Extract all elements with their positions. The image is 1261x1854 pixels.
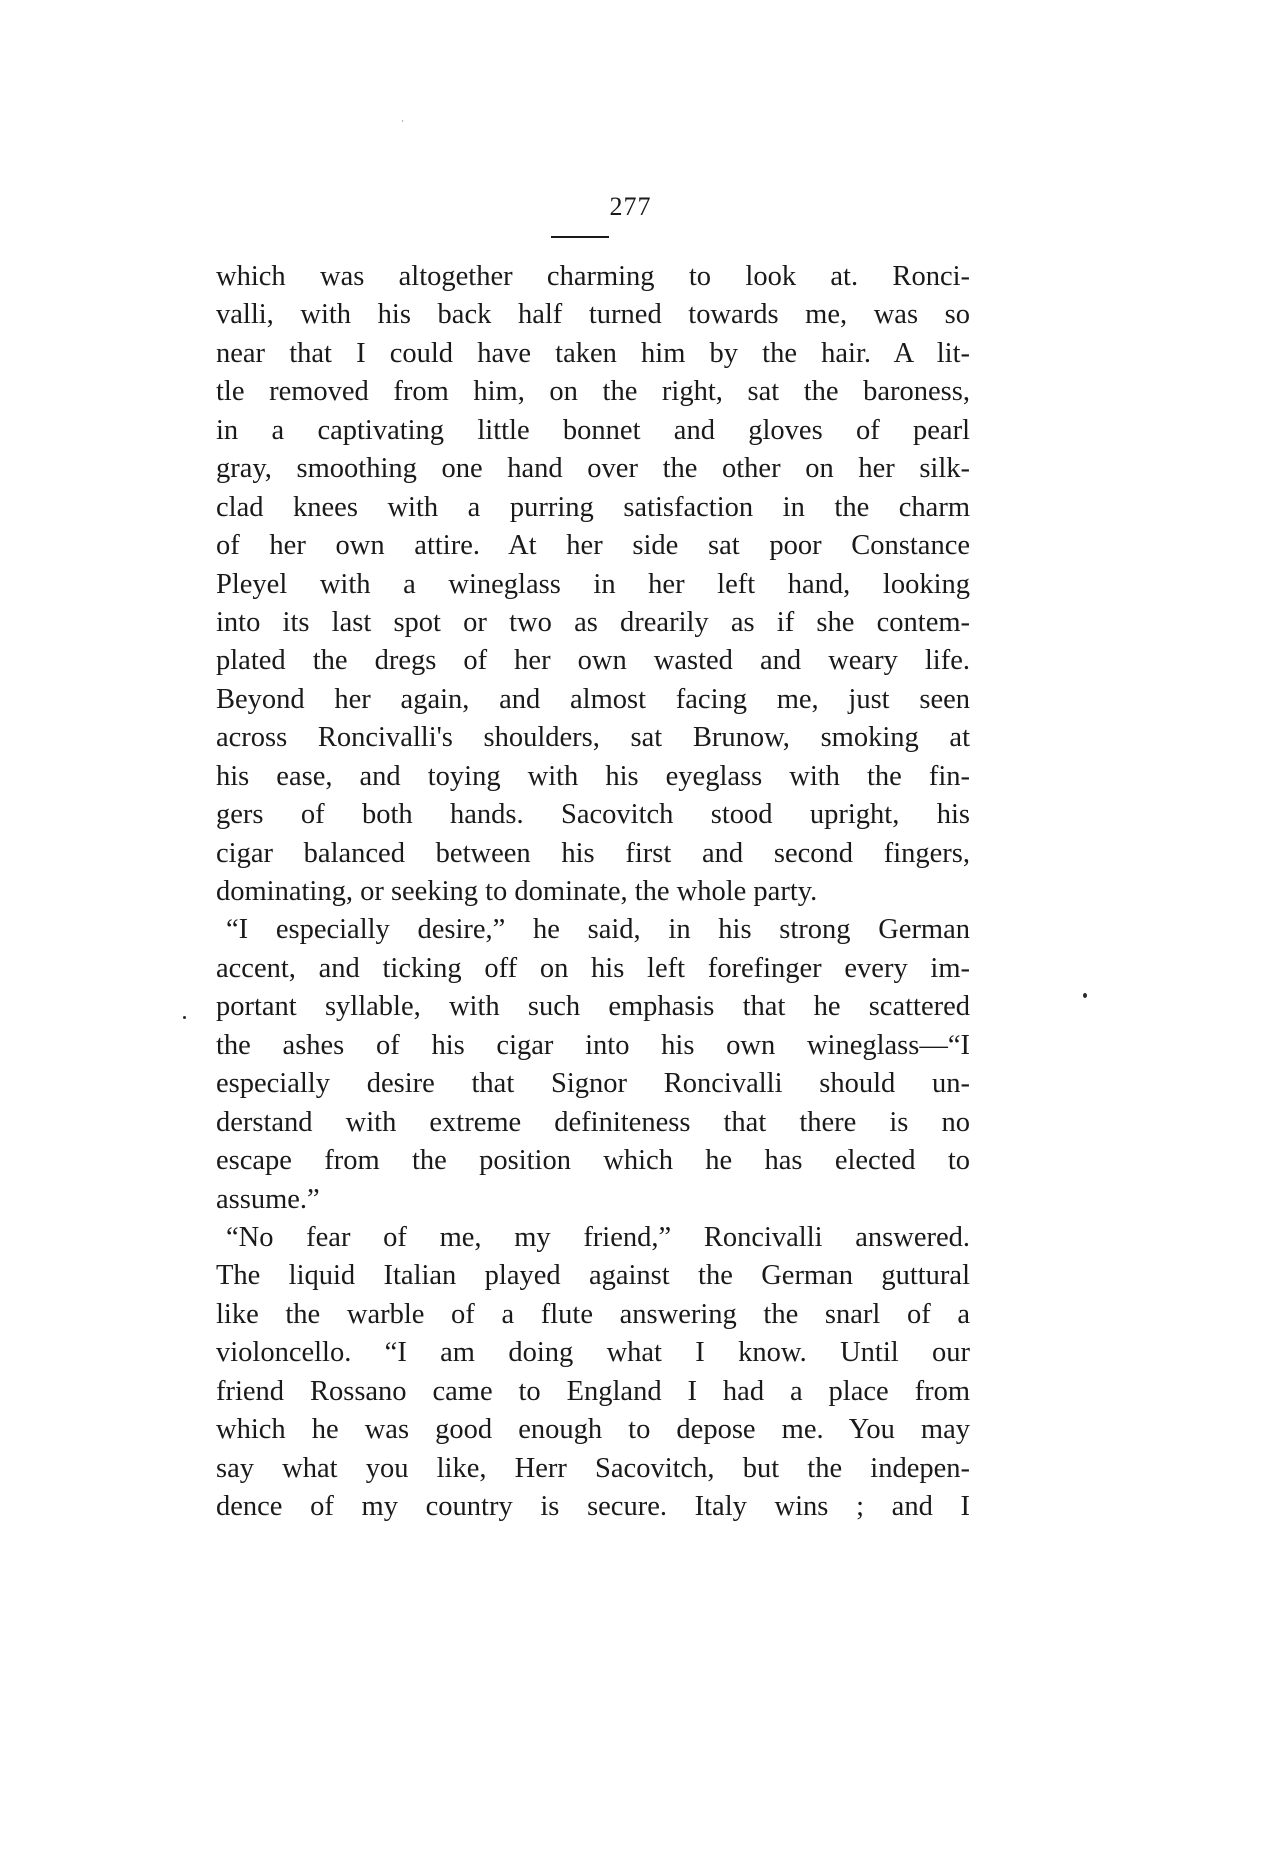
text-line: the ashes of his cigar into his own wineglass—“I [216, 1029, 970, 1061]
text-line: escape from the position which he has elected to [216, 1145, 970, 1177]
text-line: violoncello. “I am doing what I know. Until our [216, 1337, 970, 1369]
body-text [216, 258, 970, 1526]
text-line: especially desire that Signor Roncivalli should un- [216, 1068, 970, 1100]
text-line: tle removed from him, on the right, sat the baroness, [216, 376, 970, 408]
text-line: dence of my country is secure. Italy wins ; and I [216, 1491, 970, 1522]
text-line: “No fear of me, my friend,” Roncivalli answered. [226, 1221, 970, 1253]
text-line: derstand with extreme definiteness that there is no [216, 1106, 970, 1138]
text-line: which he was good enough to depose me. You may [216, 1414, 970, 1446]
text-line: The liquid Italian played against the German guttural [216, 1260, 970, 1292]
text-line: gers of both hands. Sacovitch stood upright, his [216, 799, 970, 831]
text-line: assume.” [216, 1183, 320, 1215]
text-line: near that I could have taken him by the hair. A lit- [216, 337, 970, 369]
text-line: plated the dregs of her own wasted and weary life. [216, 645, 970, 677]
ink-speck [183, 1016, 186, 1019]
text-line: cigar balanced between his first and second fingers, [216, 837, 970, 869]
text-line: which was altogether charming to look at. Ronci- [216, 261, 970, 292]
text-line: accent, and ticking off on his left forefinger every im- [216, 952, 970, 984]
text-line: clad knees with a purring satisfaction in the charm [216, 491, 970, 523]
text-line: of her own attire. At her side sat poor Constance [216, 530, 970, 562]
text-line: “I especially desire,” he said, in his strong German [226, 914, 970, 946]
text-line: in a captivating little bonnet and gloves of pearl [216, 414, 970, 446]
page-number: 277 [609, 192, 652, 221]
text-line: Pleyel with a wineglass in her left hand, looking [216, 568, 970, 600]
text-line: his ease, and toying with his eyeglass with the fin- [216, 760, 970, 792]
ink-speck [1083, 993, 1087, 998]
text-line: friend Rossano came to England I had a place from [216, 1375, 970, 1407]
ink-speck [402, 120, 403, 122]
text-line: portant syllable, with such emphasis that he scattered [216, 991, 970, 1023]
text-line: gray, smoothing one hand over the other on her silk- [216, 453, 970, 485]
text-line: say what you like, Herr Sacovitch, but the indepen- [216, 1452, 970, 1484]
text-line: into its last spot or two as drearily as if she contem- [216, 606, 970, 638]
text-line: dominating, or seeking to dominate, the whole party. [216, 876, 818, 907]
text-line: Beyond her again, and almost facing me, just seen [216, 683, 970, 715]
text-line: across Roncivalli's shoulders, sat Brunow, smoking at [216, 722, 970, 754]
page-number-rule [551, 236, 609, 238]
text-line: like the warble of a flute answering the snarl of a [216, 1298, 970, 1330]
text-line: valli, with his back half turned towards me, was so [216, 299, 970, 331]
